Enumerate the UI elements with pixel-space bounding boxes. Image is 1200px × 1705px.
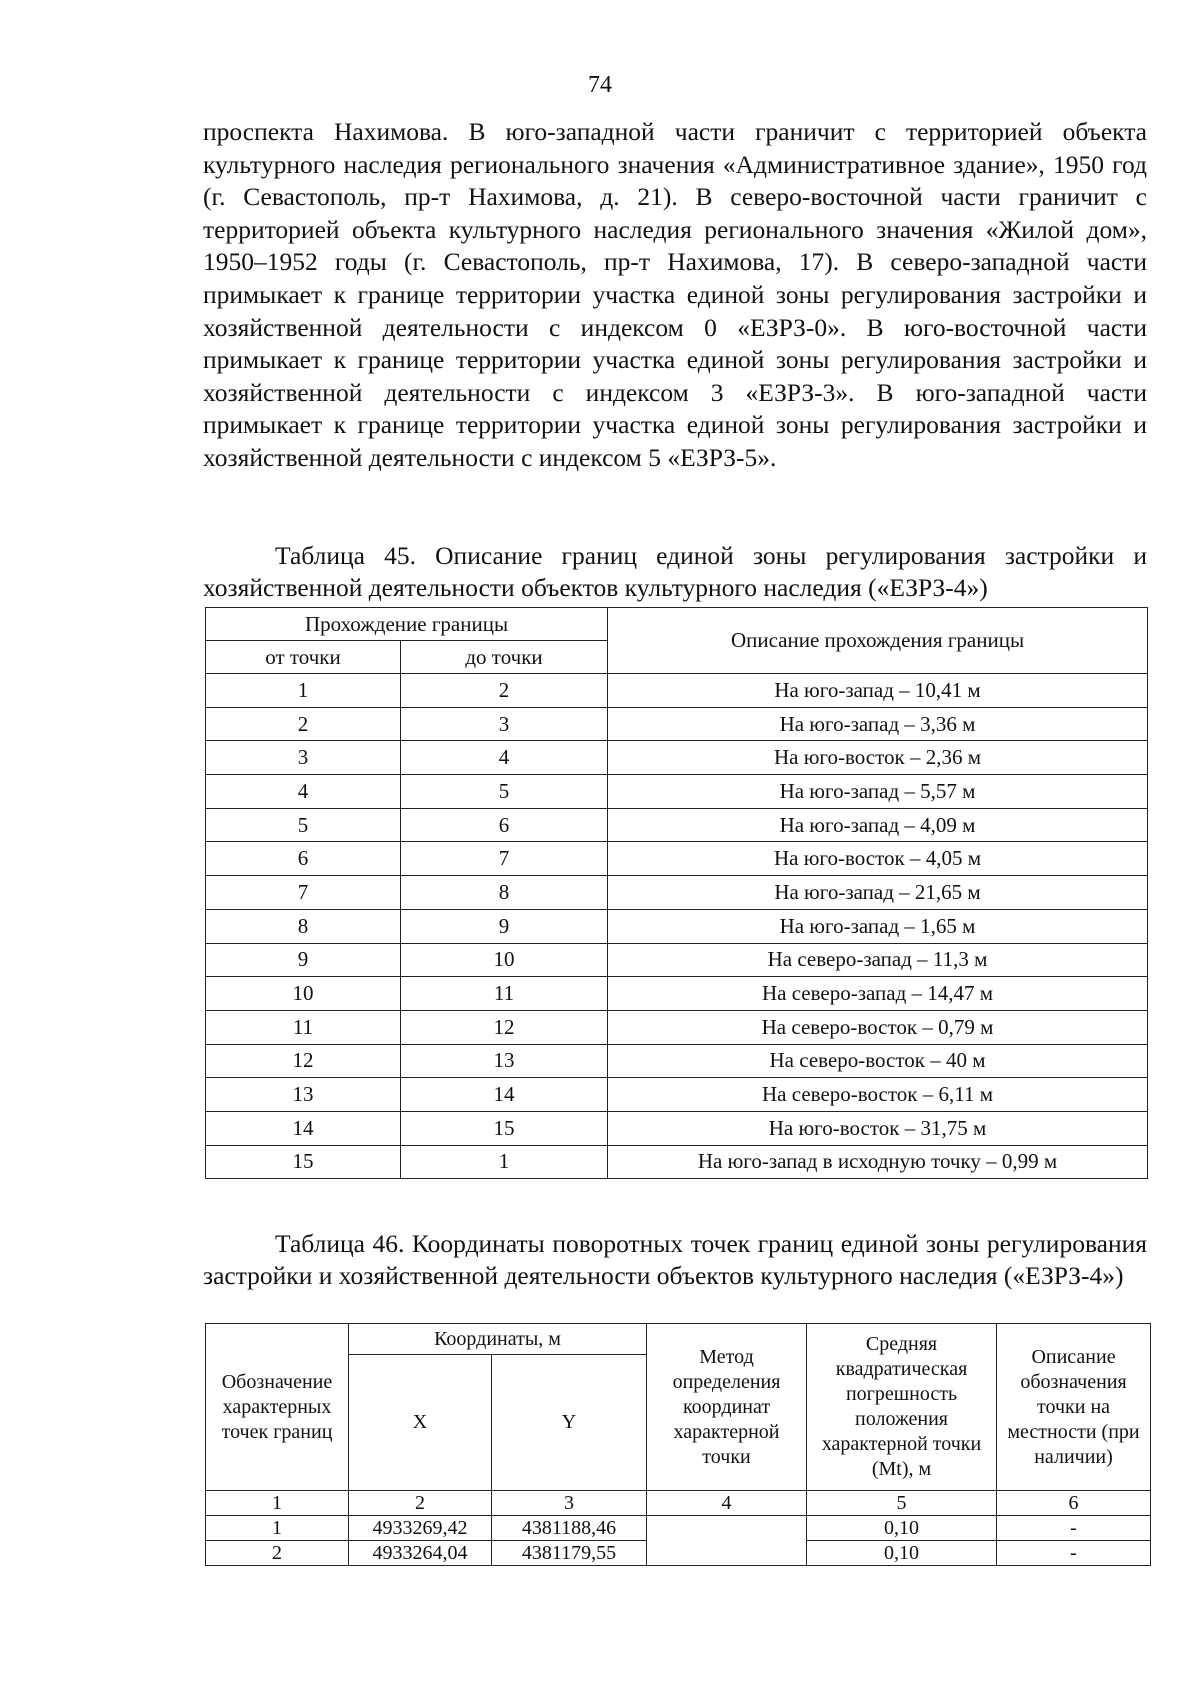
table-row (206, 674, 1148, 708)
from-point-cell: 11 (206, 1010, 401, 1044)
x-header: X (349, 1355, 492, 1491)
description-cell: На юго-запад – 4,09 м (608, 808, 1148, 842)
table46-caption-text: Таблица 46. Координаты поворотных точек границ единой зоны регулирования застройки и хозяйственной деятельности объектов культурного наследия («ЕЗРЗ-4») (203, 1229, 1147, 1290)
to-point-cell: 11 (401, 977, 608, 1011)
description-cell: На юго-запад – 21,65 м (608, 876, 1148, 910)
to-point-cell: 14 (401, 1078, 608, 1112)
column-number-cell: 5 (807, 1491, 997, 1516)
description-cell: На северо-восток – 6,11 м (608, 1078, 1148, 1112)
boundary-description-table (205, 607, 1148, 1179)
table-row (206, 943, 1148, 977)
column-number-cell: 4 (647, 1491, 807, 1516)
to-point-cell: 7 (401, 842, 608, 876)
from-point-cell: 8 (206, 909, 401, 943)
table-row (206, 808, 1148, 842)
table-row (206, 909, 1148, 943)
column-number-row (206, 1491, 1151, 1516)
column-number-cell: 2 (349, 1491, 492, 1516)
to-point-header: до точки (401, 641, 608, 674)
to-point-cell: 9 (401, 909, 608, 943)
to-point-cell: 4 (401, 741, 608, 775)
to-point-cell: 6 (401, 808, 608, 842)
y-cell: 4381188,46 (492, 1516, 647, 1541)
from-point-cell: 13 (206, 1078, 401, 1112)
to-point-cell: 3 (401, 707, 608, 741)
passage-header: Прохождение границы (206, 608, 608, 641)
table46-body (206, 1491, 1151, 1566)
description-cell: На юго-восток – 2,36 м (608, 741, 1148, 775)
point-cell: 2 (206, 1541, 349, 1566)
table-row (206, 1044, 1148, 1078)
mark-cell: - (997, 1541, 1151, 1566)
table-row (206, 876, 1148, 910)
to-point-cell: 15 (401, 1111, 608, 1145)
error-cell: 0,10 (807, 1541, 997, 1566)
table-row (206, 1010, 1148, 1044)
table-row (206, 707, 1148, 741)
table46-caption (203, 1228, 1147, 1292)
column-number-cell: 1 (206, 1491, 349, 1516)
to-point-cell: 8 (401, 876, 608, 910)
from-point-cell: 15 (206, 1145, 401, 1179)
mark-cell: - (997, 1516, 1151, 1541)
from-point-cell: 1 (206, 674, 401, 708)
table45-caption-text: Таблица 45. Описание границ единой зоны регулирования застройки и хозяйственной деятельности объектов культурного наследия («ЕЗРЗ-4») (203, 541, 1147, 602)
to-point-cell: 2 (401, 674, 608, 708)
from-point-cell: 12 (206, 1044, 401, 1078)
description-cell: На юго-восток – 31,75 м (608, 1111, 1148, 1145)
from-point-cell: 3 (206, 741, 401, 775)
description-cell: На северо-запад – 14,47 м (608, 977, 1148, 1011)
coordinates-header: Координаты, м (349, 1324, 647, 1355)
table-row (206, 977, 1148, 1011)
y-header: Y (492, 1355, 647, 1491)
description-cell: На юго-запад – 1,65 м (608, 909, 1148, 943)
table-row (206, 1516, 1151, 1541)
coordinates-table (205, 1323, 1151, 1566)
table-row (206, 1145, 1148, 1179)
from-point-cell: 2 (206, 707, 401, 741)
column-number-cell: 6 (997, 1491, 1151, 1516)
x-cell: 4933269,42 (349, 1516, 492, 1541)
x-cell: 4933264,04 (349, 1541, 492, 1566)
method-cell (647, 1516, 807, 1566)
to-point-cell: 10 (401, 943, 608, 977)
description-cell: На юго-запад – 10,41 м (608, 674, 1148, 708)
page-number: 74 (588, 72, 612, 98)
description-cell: На юго-запад в исходную точку – 0,99 м (608, 1145, 1148, 1179)
table-row (206, 842, 1148, 876)
description-cell: На северо-восток – 40 м (608, 1044, 1148, 1078)
from-point-cell: 9 (206, 943, 401, 977)
table-row (206, 1078, 1148, 1112)
error-cell: 0,10 (807, 1516, 997, 1541)
description-cell: На северо-запад – 11,3 м (608, 943, 1148, 977)
table-row (206, 741, 1148, 775)
to-point-cell: 1 (401, 1145, 608, 1179)
body-paragraph: проспекта Нахимова. В юго-западной части граничит с территорией объекта культурного наследия регионального значения «Административное здание», 1950 год (г. Севастополь, пр-т Нахимова, д. 21). В северо-восточной части граничит с территорией объекта культурного наследия регионального значения «Жилой дом», 1950–1952 годы (г. Севастополь, пр-т Нахимова, 17). В северо-западной части примыкает к границе территории участка единой зоны регулирования застройки и хозяйственной деятельности с индексом 0 «ЕЗРЗ-0». В юго-восточной части примыкает к границе территории участка единой зоны регулирования застройки и хозяйственной деятельности с индексом 3 «ЕЗРЗ-3». В юго-западной части примыкает к границе территории участка единой зоны регулирования застройки и хозяйственной деятельности с индексом 5 «ЕЗРЗ-5». (203, 117, 1147, 472)
table45-caption (203, 540, 1147, 604)
designation-header: Обозначение характерных точек границ (206, 1324, 349, 1491)
to-point-cell: 5 (401, 775, 608, 809)
description-cell: На юго-запад – 5,57 м (608, 775, 1148, 809)
column-number-cell: 3 (492, 1491, 647, 1516)
from-point-cell: 4 (206, 775, 401, 809)
to-point-cell: 12 (401, 1010, 608, 1044)
table-row (206, 775, 1148, 809)
from-point-cell: 5 (206, 808, 401, 842)
from-point-cell: 14 (206, 1111, 401, 1145)
mark-description-header: Описание обозначения точки на местности (при наличии) (997, 1324, 1151, 1491)
description-cell: На юго-запад – 3,36 м (608, 707, 1148, 741)
method-header: Метод определения координат характерной точки (647, 1324, 807, 1491)
description-header: Описание прохождения границы (608, 608, 1148, 674)
point-cell: 1 (206, 1516, 349, 1541)
from-point-cell: 7 (206, 876, 401, 910)
table45-body (206, 674, 1148, 1179)
table-row (206, 1111, 1148, 1145)
from-point-header: от точки (206, 641, 401, 674)
description-cell: На юго-восток – 4,05 м (608, 842, 1148, 876)
description-cell: На северо-восток – 0,79 м (608, 1010, 1148, 1044)
to-point-cell: 13 (401, 1044, 608, 1078)
from-point-cell: 10 (206, 977, 401, 1011)
y-cell: 4381179,55 (492, 1541, 647, 1566)
error-header: Средняя квадратическая погрешность положения характерной точки (Mt), м (807, 1324, 997, 1491)
from-point-cell: 6 (206, 842, 401, 876)
